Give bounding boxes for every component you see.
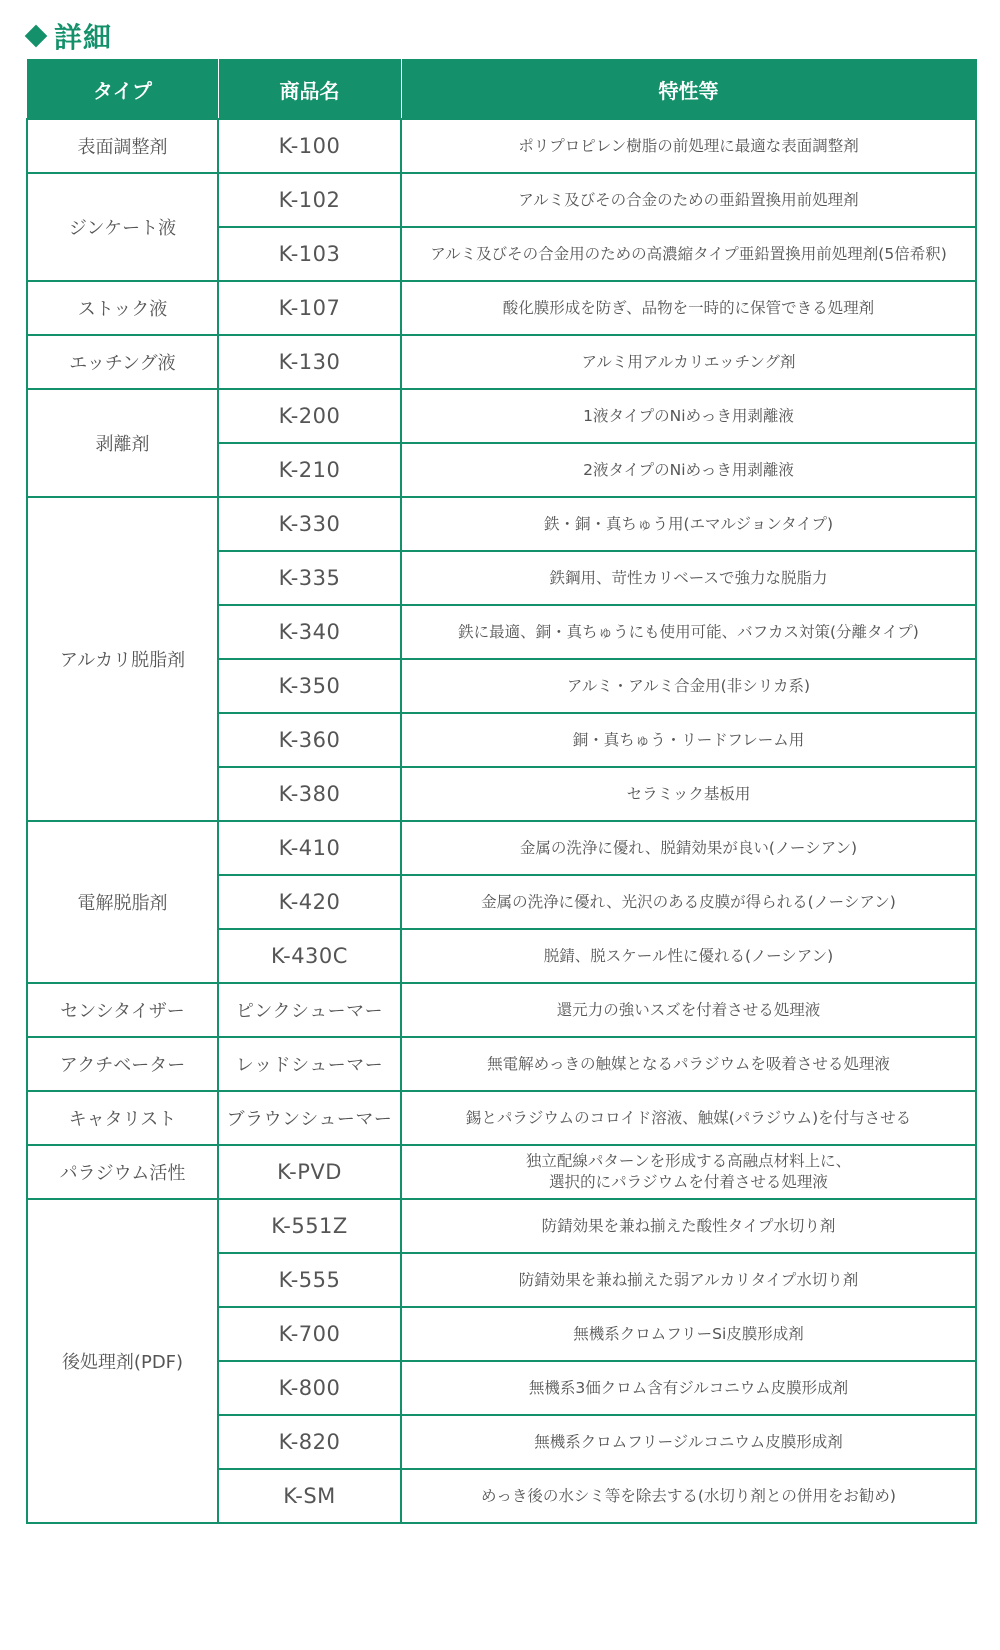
product-name-cell: K-360 <box>218 713 401 767</box>
type-cell: 剥離剤 <box>27 389 218 497</box>
table-row <box>27 821 976 875</box>
header-product-name: 商品名 <box>218 60 401 120</box>
type-cell: エッチング液 <box>27 335 218 389</box>
type-cell: 表面調整剤 <box>27 119 218 173</box>
characteristics-cell: 無機系クロムフリージルコニウム皮膜形成剤 <box>401 1415 976 1469</box>
table-row <box>27 1037 976 1091</box>
product-name-cell: K-800 <box>218 1361 401 1415</box>
product-name-cell: K-430C <box>218 929 401 983</box>
characteristics-cell: 金属の洗浄に優れ、脱錆効果が良い(ノーシアン) <box>401 821 976 875</box>
product-name-cell: K-700 <box>218 1307 401 1361</box>
section-title <box>24 16 112 56</box>
product-name-cell: K-SM <box>218 1469 401 1523</box>
product-name-cell: K-350 <box>218 659 401 713</box>
product-name-cell: K-340 <box>218 605 401 659</box>
characteristics-cell: 鉄に最適、銅・真ちゅうにも使用可能、バフカス対策(分離タイプ) <box>401 605 976 659</box>
product-name-cell: K-107 <box>218 281 401 335</box>
table-row <box>27 389 976 443</box>
characteristics-cell: 脱錆、脱スケール性に優れる(ノーシアン) <box>401 929 976 983</box>
product-name-cell: K-820 <box>218 1415 401 1469</box>
characteristics-cell: 錫とパラジウムのコロイド溶液、触媒(パラジウム)を付与させる <box>401 1091 976 1145</box>
product-name-cell: K-335 <box>218 551 401 605</box>
characteristics-cell: 1液タイプのNiめっき用剥離液 <box>401 389 976 443</box>
table-row <box>27 1145 976 1199</box>
characteristics-cell: 防錆効果を兼ね揃えた弱アルカリタイプ水切り剤 <box>401 1253 976 1307</box>
product-name-cell: ブラウンシューマー <box>218 1091 401 1145</box>
type-cell: ストック液 <box>27 281 218 335</box>
type-cell: アルカリ脱脂剤 <box>27 497 218 821</box>
characteristics-cell: 無機系3価クロム含有ジルコニウム皮膜形成剤 <box>401 1361 976 1415</box>
characteristics-cell: めっき後の水シミ等を除去する(水切り剤との併用をお勧め) <box>401 1469 976 1523</box>
characteristics-cell: 還元力の強いスズを付着させる処理液 <box>401 983 976 1037</box>
characteristics-cell: アルミ用アルカリエッチング剤 <box>401 335 976 389</box>
characteristics-cell: 酸化膜形成を防ぎ、品物を一時的に保管できる処理剤 <box>401 281 976 335</box>
type-cell: 電解脱脂剤 <box>27 821 218 983</box>
product-name-cell: K-102 <box>218 173 401 227</box>
type-cell: ジンケート液 <box>27 173 218 281</box>
characteristics-cell: 無電解めっきの触媒となるパラジウムを吸着させる処理液 <box>401 1037 976 1091</box>
type-cell: アクチベーター <box>27 1037 218 1091</box>
characteristics-cell: 防錆効果を兼ね揃えた酸性タイプ水切り剤 <box>401 1199 976 1253</box>
characteristics-cell: アルミ及びその合金用のための高濃縮タイプ亜鉛置換用前処理剤(5倍希釈) <box>401 227 976 281</box>
characteristics-cell: アルミ及びその合金のための亜鉛置換用前処理剤 <box>401 173 976 227</box>
type-cell: センシタイザー <box>27 983 218 1037</box>
type-cell: パラジウム活性 <box>27 1145 218 1199</box>
product-name-cell: K-PVD <box>218 1145 401 1199</box>
product-name-cell: ピンクシューマー <box>218 983 401 1037</box>
table-body <box>27 119 976 1523</box>
product-name-cell: レッドシューマー <box>218 1037 401 1091</box>
type-cell: 後処理剤(PDF) <box>27 1199 218 1523</box>
product-name-cell: K-555 <box>218 1253 401 1307</box>
product-name-cell: K-103 <box>218 227 401 281</box>
characteristics-cell: 2液タイプのNiめっき用剥離液 <box>401 443 976 497</box>
product-name-cell: K-200 <box>218 389 401 443</box>
product-name-cell: K-420 <box>218 875 401 929</box>
table-row <box>27 1199 976 1253</box>
table-row <box>27 497 976 551</box>
type-cell: キャタリスト <box>27 1091 218 1145</box>
product-name-cell: K-210 <box>218 443 401 497</box>
table-row <box>27 1091 976 1145</box>
characteristics-cell: アルミ・アルミ合金用(非シリカ系) <box>401 659 976 713</box>
characteristics-cell: 独立配線パターンを形成する高融点材料上に、 選択的にパラジウムを付着させる処理液 <box>401 1145 976 1199</box>
product-name-cell: K-100 <box>218 119 401 173</box>
product-name-cell: K-410 <box>218 821 401 875</box>
table-row <box>27 173 976 227</box>
product-name-cell: K-380 <box>218 767 401 821</box>
table-header-row <box>27 60 976 120</box>
characteristics-cell: 銅・真ちゅう・リードフレーム用 <box>401 713 976 767</box>
diamond-icon <box>25 25 48 48</box>
product-name-cell: K-130 <box>218 335 401 389</box>
header-characteristics: 特性等 <box>401 60 976 120</box>
product-table <box>26 59 977 1524</box>
table-row <box>27 119 976 173</box>
table-row <box>27 281 976 335</box>
characteristics-cell: セラミック基板用 <box>401 767 976 821</box>
product-name-cell: K-551Z <box>218 1199 401 1253</box>
characteristics-cell: 鉄・銅・真ちゅう用(エマルジョンタイプ) <box>401 497 976 551</box>
characteristics-cell: 無機系クロムフリーSi皮膜形成剤 <box>401 1307 976 1361</box>
table-row <box>27 335 976 389</box>
header-type: タイプ <box>27 60 218 120</box>
table-row <box>27 983 976 1037</box>
product-name-cell: K-330 <box>218 497 401 551</box>
characteristics-cell: 鉄鋼用、苛性カリベースで強力な脱脂力 <box>401 551 976 605</box>
section-title-text: 詳細 <box>54 21 113 54</box>
characteristics-cell: 金属の洗浄に優れ、光沢のある皮膜が得られる(ノーシアン) <box>401 875 976 929</box>
characteristics-cell: ポリプロピレン樹脂の前処理に最適な表面調整剤 <box>401 119 976 173</box>
